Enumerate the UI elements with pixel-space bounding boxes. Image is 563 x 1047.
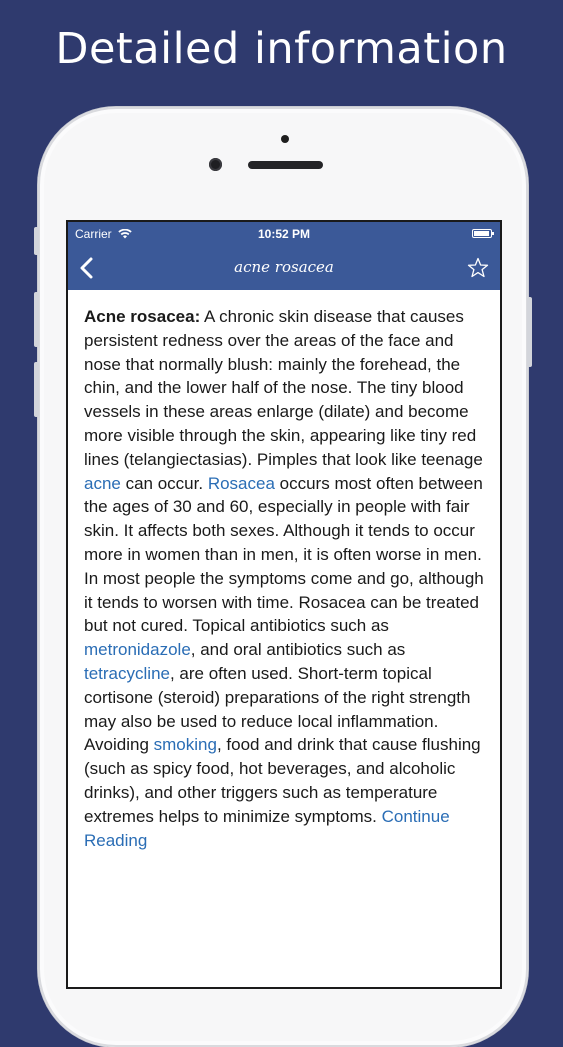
star-outline-icon[interactable] [466, 256, 490, 280]
volume-down-button [34, 362, 39, 417]
navigation-bar [68, 246, 500, 290]
mute-switch [34, 227, 39, 255]
status-bar [68, 222, 500, 246]
earpiece-speaker [248, 161, 323, 169]
power-button [527, 297, 532, 367]
volume-up-button [34, 292, 39, 347]
article-text: , are often used. Short-term topical cortisone (steroid) preparations of the right strength may also be used to reduce local inflammation. Avoiding [84, 663, 471, 755]
carrier-label: Carrier [75, 227, 112, 241]
promo-headline: Detailed information [55, 24, 508, 74]
link-rosacea[interactable]: Rosacea [207, 473, 275, 493]
link-tetracycline[interactable]: tetracycline [84, 663, 170, 683]
article-text: occurs most often between the ages of 30 and 60, especially in people with fair skin. It affects both sexes. Although it tends to occur more in women than in men, it is often worse in men. In most people the symptoms come and go, although it tends to worsen with time. Rosacea can be treated but not cured. Topical antibiotics such as [84, 473, 484, 636]
article-text: A chronic skin disease that causes persistent redness over the areas of the face and nose that normally blush: mainly the forehead, the chin, and the lower half of the nose. The tiny blood vessels in these areas enlarge (dilate) and become more visible through the skin, appearing like tiny red lines (telangiectasias). Pimples that look like teenage [84, 307, 483, 469]
article-term: Acne rosacea: [84, 307, 201, 326]
battery-icon [472, 229, 492, 238]
app-screen [66, 220, 502, 989]
status-time: 10:52 PM [257, 227, 311, 241]
continue-reading-link[interactable]: Continue Reading [84, 806, 450, 850]
article-text: , food and drink that cause flushing (such as spicy food, hot beverages, and alcoholic drinks), and other triggers such as temperature extremes helps to minimize symptoms. [84, 735, 481, 826]
article-body [68, 290, 500, 852]
link-acne[interactable]: acne [84, 473, 121, 493]
proximity-sensor [209, 158, 222, 171]
nav-title: acne rosacea [234, 258, 334, 276]
link-smoking[interactable]: smoking [153, 735, 217, 755]
link-metronidazole[interactable]: metronidazole [84, 640, 191, 660]
article-text: can occur. [120, 473, 208, 493]
front-camera [281, 135, 289, 143]
article-text: , and oral antibiotics such as [190, 640, 406, 660]
